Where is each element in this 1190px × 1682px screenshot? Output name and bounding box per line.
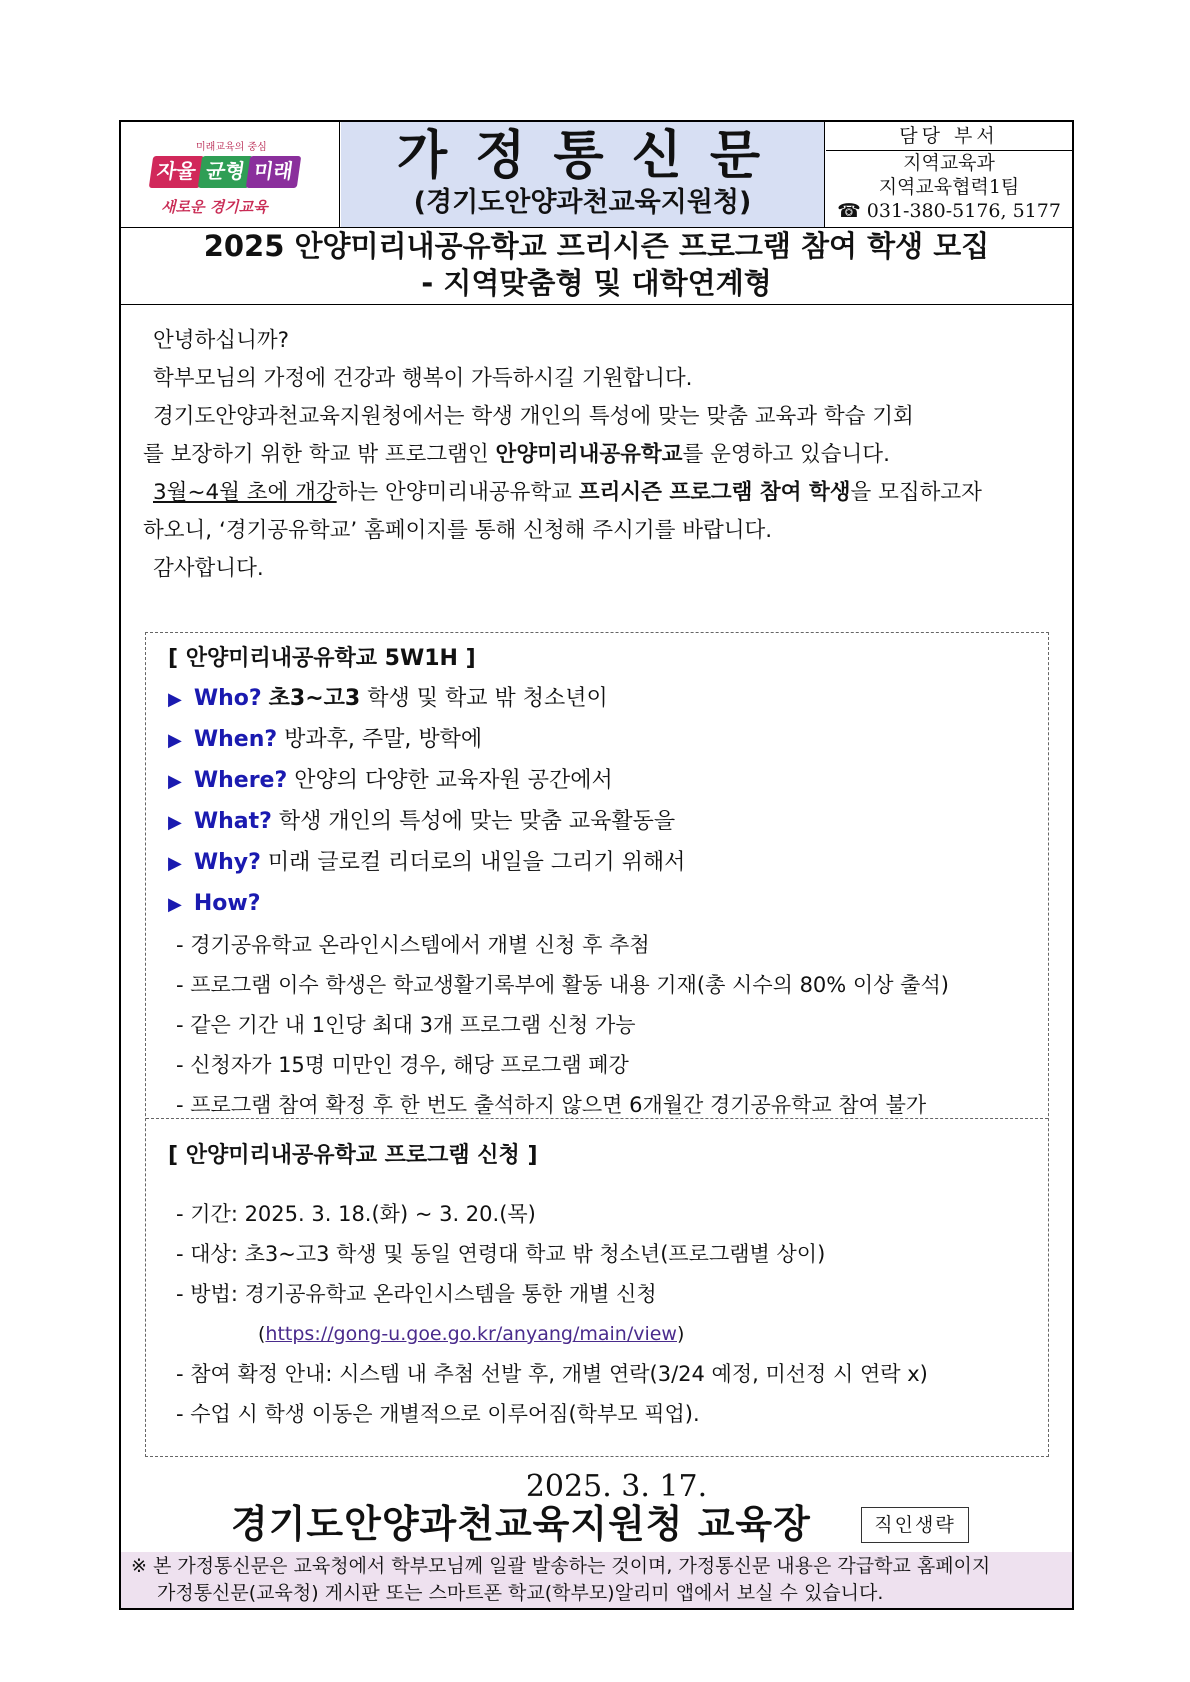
application-notice: - 참여 확정 안내: 시스템 내 추첨 선발 후, 개별 연락(3/24 예정, 미선정 시 연락 x)	[176, 1362, 928, 1386]
issue-date: 2025. 3. 17.	[525, 1469, 708, 1504]
p2-bold: 프리시즌 프로그램 참여 학생	[578, 480, 851, 505]
how-item: - 프로그램 이수 학생은 학교생활기록부에 활동 내용 기재(총 시수의 80% 이상 출석)	[176, 973, 949, 997]
application-move: - 수업 시 학생 이동은 개별적으로 이루어짐(학부모 픽업).	[176, 1402, 700, 1426]
paragraph1-line1: 경기도안양과천교육지원청에서는 학생 개인의 특성에 맞는 맞춤 교육과 학습 기회	[153, 404, 914, 429]
subject	[121, 228, 1072, 305]
url-paren-close: )	[676, 1323, 685, 1345]
w-question: How?	[193, 891, 261, 916]
application-period: - 기간: 2025. 3. 18.(화) ~ 3. 20.(목)	[176, 1202, 536, 1226]
logo-word-2: 균형	[197, 156, 252, 188]
logo-word-1: 자율	[149, 156, 204, 188]
triangle-icon: ▶	[168, 689, 182, 710]
how-item: - 신청자가 15명 미만인 경우, 해당 프로그램 폐강	[176, 1053, 629, 1077]
stamp: 직인생략	[861, 1507, 969, 1543]
p2-underline: 3월~4월 초에 개강	[153, 480, 337, 505]
footer-notice	[121, 1552, 1072, 1608]
department-label: 담당 부서	[826, 122, 1072, 151]
w-text: 학생 개인의 특성에 맞는 맞춤 교육활동을	[271, 809, 676, 834]
w-item-when	[168, 720, 1038, 761]
triangle-icon: ▶	[168, 730, 182, 751]
footer-notice-line2: 가정통신문(교육청) 게시판 또는 스마트폰 학교(학부모)알리미 앱에서 보실 수 있습니다.	[157, 1582, 884, 1604]
w-text: 학생 및 학교 밖 청소년이	[360, 686, 608, 711]
url-paren-open: (	[258, 1323, 266, 1345]
w-question: Who?	[193, 686, 262, 711]
p1-post: 를 운영하고 있습니다.	[682, 442, 890, 467]
w-question: Why?	[193, 850, 261, 875]
p2-post: 을 모집하고자	[850, 480, 982, 505]
header	[121, 122, 1072, 228]
department-box	[826, 122, 1072, 227]
section-application-heading: [ 안양미리내공유학교 프로그램 신청 ]	[168, 1143, 538, 1168]
logo-word-3: 미래	[246, 156, 301, 188]
section-5w1h-heading: [ 안양미리내공유학교 5W1H ]	[168, 646, 476, 671]
logo-words	[151, 156, 299, 188]
phone-number: 031-380-5176, 5177	[866, 200, 1061, 222]
w-bold: 초3~고3	[268, 686, 361, 711]
logo-tagline: 미래교육의 중심	[196, 142, 267, 153]
page-title: 가정통신문	[396, 125, 789, 186]
phone-icon: ☎	[837, 200, 861, 222]
paragraph1-line2	[143, 436, 1053, 474]
greeting: 안녕하십니까?	[153, 328, 290, 353]
w-question: When?	[193, 727, 278, 752]
department-phone	[826, 199, 1072, 223]
section-application	[168, 1136, 1038, 1434]
how-item: - 경기공유학교 온라인시스템에서 개별 신청 후 추첨	[176, 933, 650, 957]
triangle-icon: ▶	[168, 771, 182, 792]
application-url-line	[168, 1314, 1038, 1354]
triangle-icon: ▶	[168, 853, 182, 874]
section-5w1h	[168, 639, 1038, 1125]
w-question: What?	[193, 809, 272, 834]
application-target: - 대상: 초3~고3 학생 및 동일 연령대 학교 밖 청소년(프로그램별 상이)	[176, 1242, 826, 1266]
footer-notice-line1: ※ 본 가정통신문은 교육청에서 학부모님께 일괄 발송하는 것이며, 가정통신문 내용은 각급학교 홈페이지	[131, 1555, 991, 1577]
p1-pre: 를 보장하기 위한 학교 밖 프로그램인	[143, 442, 496, 467]
wish: 학부모님의 가정에 건강과 행복이 가득하시길 기원합니다.	[153, 366, 693, 391]
w-item-why	[168, 843, 1038, 884]
p1-bold: 안양미리내공유학교	[495, 442, 683, 467]
section-divider	[146, 1118, 1048, 1119]
how-item: - 프로그램 참여 확정 후 한 번도 출석하지 않으면 6개월간 경기공유학교 참여 불가	[176, 1093, 927, 1117]
logo-sub: 새로운 경기교육	[161, 198, 268, 216]
triangle-icon: ▶	[168, 812, 182, 833]
issuer: (경기도안양과천교육지원청)	[413, 187, 752, 218]
signer: 경기도안양과천교육지원청 교육장	[231, 1502, 811, 1546]
how-item: - 같은 기간 내 1인당 최대 3개 프로그램 신청 가능	[176, 1013, 636, 1037]
department-line2: 지역교육협력1팀	[878, 176, 1020, 198]
application-method: - 방법: 경기공유학교 온라인시스템을 통한 개별 신청	[176, 1282, 657, 1306]
info-box	[145, 632, 1049, 1457]
w-text: 안양의 다양한 교육자원 공간에서	[287, 768, 613, 793]
triangle-icon: ▶	[168, 894, 182, 915]
thanks: 감사합니다.	[153, 556, 264, 581]
title-cell	[341, 122, 825, 227]
w-text: 미래 글로컬 리더로의 내일을 그리기 위해서	[260, 850, 686, 875]
document-frame	[119, 120, 1074, 1610]
application-link[interactable]: https://gong-u.goe.go.kr/anyang/main/view	[265, 1323, 677, 1345]
p2-mid: 하는 안양미리내공유학교	[336, 480, 579, 505]
w-text: 방과후, 주말, 방학에	[277, 727, 483, 752]
body-text	[143, 322, 1053, 588]
subject-line2: - 지역맞춤형 및 대학연계형	[421, 266, 772, 300]
w-item-what	[168, 802, 1038, 843]
department-line1: 지역교육과	[903, 152, 995, 174]
w-item-where	[168, 761, 1038, 802]
paragraph2-line1	[143, 474, 1053, 512]
w-item-who	[168, 679, 1038, 720]
w-question: Where?	[193, 768, 288, 793]
logo	[121, 122, 340, 227]
subject-line1: 2025 안양미리내공유학교 프리시즌 프로그램 참여 학생 모집	[203, 229, 990, 263]
w-item-how	[168, 884, 1038, 925]
paragraph2-line2: 하오니, ‘경기공유학교’ 홈페이지를 통해 신청해 주시기를 바랍니다.	[143, 518, 773, 543]
